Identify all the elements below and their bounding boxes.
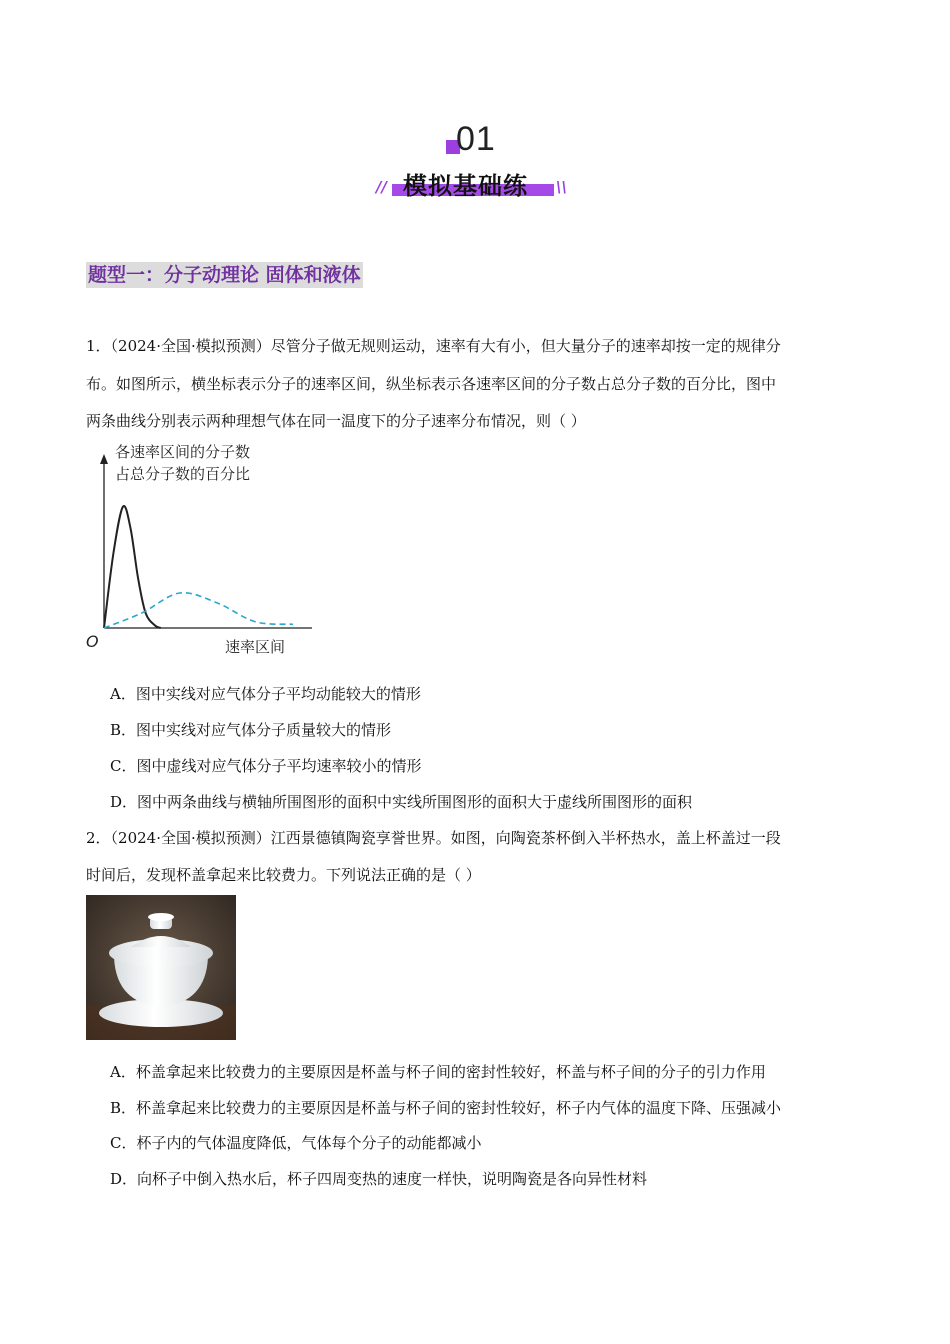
right-slashes-decoration: \\ (556, 178, 567, 196)
page-title: 模拟基础练 (403, 172, 528, 200)
speed-distribution-chart (80, 438, 320, 658)
section-heading: 题型一：分子动理论 固体和液体 (88, 264, 361, 286)
y-axis-label-line1: 各速率区间的分子数 (115, 443, 251, 461)
q1-line1: 1．（2024·全国·模拟预测）尽管分子做无规则运动，速率有大有小，但大量分子的速率却按一定的规律分 (86, 337, 781, 355)
origin-label: O (86, 632, 99, 651)
q1-option-b[interactable]: B．图中实线对应气体分子质量较大的情形 (110, 721, 392, 739)
y-axis-label-line2: 占总分子数的百分比 (115, 465, 251, 483)
q2-option-b[interactable]: B．杯盖拿起来比较费力的主要原因是杯盖与杯子间的密封性较好，杯子内气体的温度下降、压强减小 (110, 1099, 782, 1117)
porcelain-cup-photo (86, 895, 236, 1040)
x-axis-label: 速率区间 (225, 638, 286, 656)
solid-curve (104, 506, 161, 628)
q2-option-d[interactable]: D．向杯子中倒入热水后，杯子四周变热的速度一样快，说明陶瓷是各向异性材料 (110, 1170, 648, 1188)
q2-line1: 2．（2024·全国·模拟预测）江西景德镇陶瓷享誉世界。如图，向陶瓷茶杯倒入半杯热水，盖上杯盖过一段 (86, 829, 781, 847)
q1-option-c[interactable]: C．图中虚线对应气体分子平均速率较小的情形 (110, 757, 422, 775)
q1-line2: 布。如图所示，横坐标表示分子的速率区间，纵坐标表示各速率区间的分子数占总分子数的百分比，图中 (86, 375, 777, 393)
left-slashes-decoration: // (376, 178, 387, 196)
knob-top (148, 913, 174, 921)
q2-option-a[interactable]: A．杯盖拿起来比较费力的主要原因是杯盖与杯子间的密封性较好，杯盖与杯子间的分子的引力作用 (110, 1063, 766, 1081)
q2-option-c[interactable]: C．杯子内的气体温度降低，气体每个分子的动能都减小 (110, 1134, 482, 1152)
q1-option-a[interactable]: A．图中实线对应气体分子平均动能较大的情形 (110, 685, 421, 703)
dashed-curve (104, 593, 293, 628)
section-number: 01 (456, 120, 496, 158)
y-axis-arrow (100, 454, 108, 464)
q1-line3: 两条曲线分别表示两种理想气体在同一温度下的分子速率分布情况，则（ ） (86, 412, 586, 430)
q2-line2: 时间后，发现杯盖拿起来比较费力。下列说法正确的是（ ） (86, 866, 481, 884)
q1-option-d[interactable]: D．图中两条曲线与横轴所围图形的面积中实线所围图形的面积大于虚线所围图形的面积 (110, 793, 693, 811)
